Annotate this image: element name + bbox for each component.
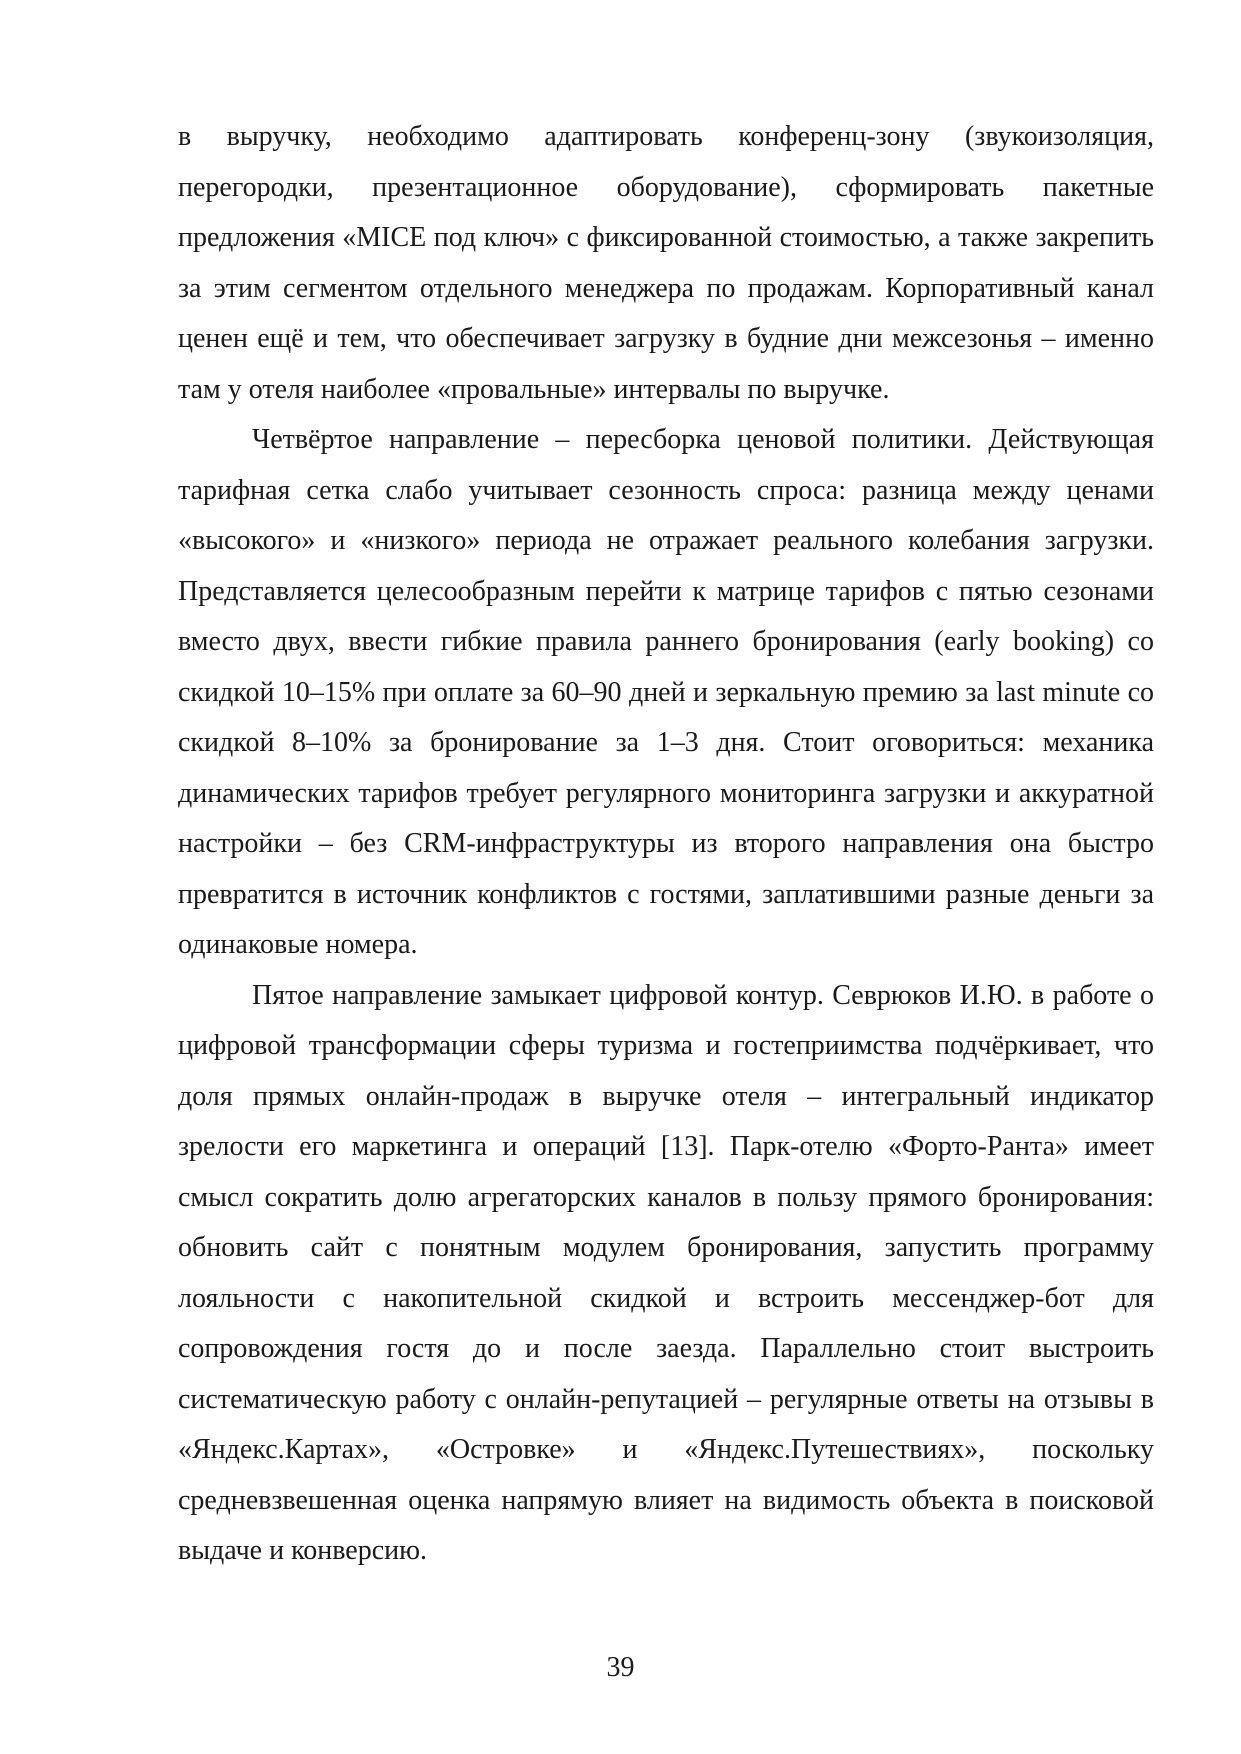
paragraph-continuation: в выручку, необходимо адаптировать конференц-зону (звукоизоляция, перегородки, презентационное оборудование), сформировать пакетные предложения «MICE под ключ» с фиксированной стоимостью, а также закрепить за этим сегментом отдельного менеджера по продажам. Корпоративный канал ценен ещё и тем, что обеспечивает загрузку в будние дни межсезонья – именно там у отеля наиболее «провальные» интервалы по выручке.	[178, 121, 1154, 405]
document-body	[178, 112, 1154, 1577]
paragraph-fourth-direction: Четвёртое направление – пересборка ценовой политики. Действующая тарифная сетка слабо учитывает сезонность спроса: разница между ценами «высокого» и «низкого» периода не отражает реального колебания загрузки. Представляется целесообразным перейти к матрице тарифов с пятью сезонами вместо двух, ввести гибкие правила раннего бронирования (early booking) со скидкой 10–15% при оплате за 60–90 дней и зеркальную премию за last minute со скидкой 8–10% за бронирование за 1–3 дня. Стоит оговориться: механика динамических тарифов требует регулярного мониторинга загрузки и аккуратной настройки – без CRM-инфраструктуры из второго направления она быстро превратится в источник конфликтов с гостями, заплатившими разные деньги за одинаковые номера.	[178, 424, 1154, 960]
paragraph-fifth-direction: Пятое направление замыкает цифровой контур. Севрюков И.Ю. в работе о цифровой трансформации сферы туризма и гостеприимства подчёркивает, что доля прямых онлайн-продаж в выручке отеля – интегральный индикатор зрелости его маркетинга и операций [13]. Парк-отелю «Форто-Ранта» имеет смысл сократить долю агрегаторских каналов в пользу прямого бронирования: обновить сайт с понятным модулем бронирования, запустить программу лояльности с накопительной скидкой и встроить мессенджер-бот для сопровождения гостя до и после заезда. Параллельно стоит выстроить систематическую работу с онлайн-репутацией – регулярные ответы на отзывы в «Яндекс.Картах», «Островке» и «Яндекс.Путешествиях», поскольку средневзвешенная оценка напрямую влияет на видимость объекта в поисковой выдаче и конверсию.	[178, 979, 1154, 1566]
page-number: 39	[606, 1652, 635, 1683]
